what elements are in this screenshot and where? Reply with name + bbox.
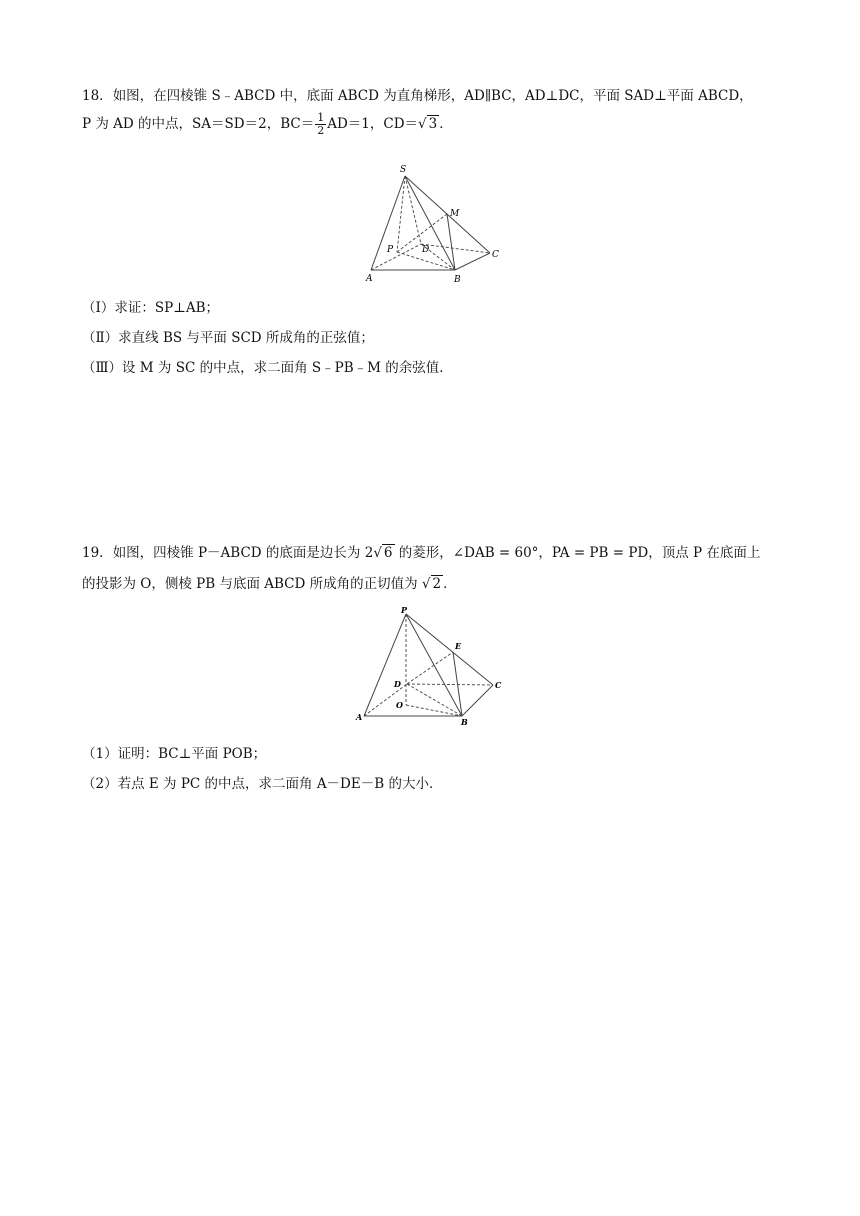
- label-O: O: [396, 700, 403, 710]
- label-C: C: [495, 680, 502, 690]
- edge-SD: [405, 176, 421, 244]
- q19-text-line2a: 的投影为 O，侧棱 PB 与底面 ABCD 所成角的正切值为: [82, 576, 422, 592]
- edge-EB: [453, 652, 462, 716]
- label-D: D: [422, 245, 430, 255]
- q18-sqrt: [418, 116, 439, 132]
- q18-line2: [82, 112, 453, 137]
- edge-BC: [462, 685, 493, 716]
- label-S: S: [400, 165, 407, 175]
- q18-part2: （Ⅱ）求直线 BS 与平面 SCD 所成角的正弦值；: [82, 330, 374, 346]
- q18-frac-num: 1: [317, 111, 325, 124]
- edge-SB: [405, 176, 455, 270]
- q19-sqrt1: [373, 545, 394, 561]
- label-P: P: [387, 245, 394, 255]
- q19-text-line1b: 的菱形，∠DAB = 60°，PA = PB = PD，顶点 P 在底面上: [394, 545, 761, 561]
- q19-figure: [350, 604, 510, 729]
- q19-part2: （2）若点 E 为 PC 的中点，求二面角 A－DE－B 的大小．: [82, 776, 443, 792]
- q19-line2-end: ．: [443, 576, 457, 592]
- q18-sqrt-val: 3: [428, 116, 438, 132]
- q18-text-line2a: P 为 AD 的中点，SA＝SD＝2，BC＝: [82, 116, 315, 132]
- label-M: M: [450, 209, 460, 219]
- edge-PB: [406, 614, 462, 716]
- edge-PC: [406, 614, 493, 685]
- label-C: C: [492, 250, 499, 260]
- q18-text-line1: 如图，在四棱锥 S﹣ABCD 中，底面 ABCD 为直角梯形，AD∥BC，AD⊥DC，平面 SAD⊥平面 ABCD，: [112, 88, 753, 104]
- edge-DC: [407, 684, 493, 685]
- edge-OB: [406, 705, 462, 716]
- label-D: D: [394, 679, 401, 689]
- q19-line1: [82, 541, 760, 561]
- q18-line2-end: ．: [439, 116, 453, 132]
- label-E: E: [455, 641, 462, 651]
- q19-sqrt1-sign: √: [373, 545, 382, 561]
- q19-part1: （1）证明：BC⊥平面 POB；: [82, 746, 267, 762]
- label-A: A: [356, 712, 363, 722]
- q18-text-line2b: AD＝1，CD＝: [327, 116, 419, 132]
- q18-sqrt-sign: √: [418, 116, 427, 132]
- label-P: P: [401, 605, 408, 615]
- q19-sqrt2: [422, 576, 443, 592]
- label-B: B: [461, 717, 468, 727]
- q18-part1: （Ⅰ）求证：SP⊥AB；: [82, 300, 220, 316]
- q18-frac-den: 2: [317, 124, 325, 137]
- q19-number: 19．: [82, 545, 113, 561]
- q19-sqrt2-val: 2: [432, 576, 442, 592]
- q19-sqrt1-val: 6: [383, 545, 393, 561]
- q18-fraction: [315, 112, 326, 137]
- q18-figure: [355, 160, 515, 285]
- q18-number: 18．: [82, 88, 113, 104]
- label-A: A: [366, 274, 373, 284]
- q19-text-line1a: 如图，四棱锥 P－ABCD 的底面是边长为 2: [112, 545, 374, 561]
- q19-sqrt2-sign: √: [421, 576, 431, 592]
- q18-line1: [82, 84, 753, 104]
- q18-part3: （Ⅲ）设 M 为 SC 的中点，求二面角 S﹣PB﹣M 的余弦值．: [82, 360, 453, 376]
- q19-line2: [82, 572, 457, 592]
- label-B: B: [454, 275, 461, 285]
- edge-BC: [455, 253, 490, 270]
